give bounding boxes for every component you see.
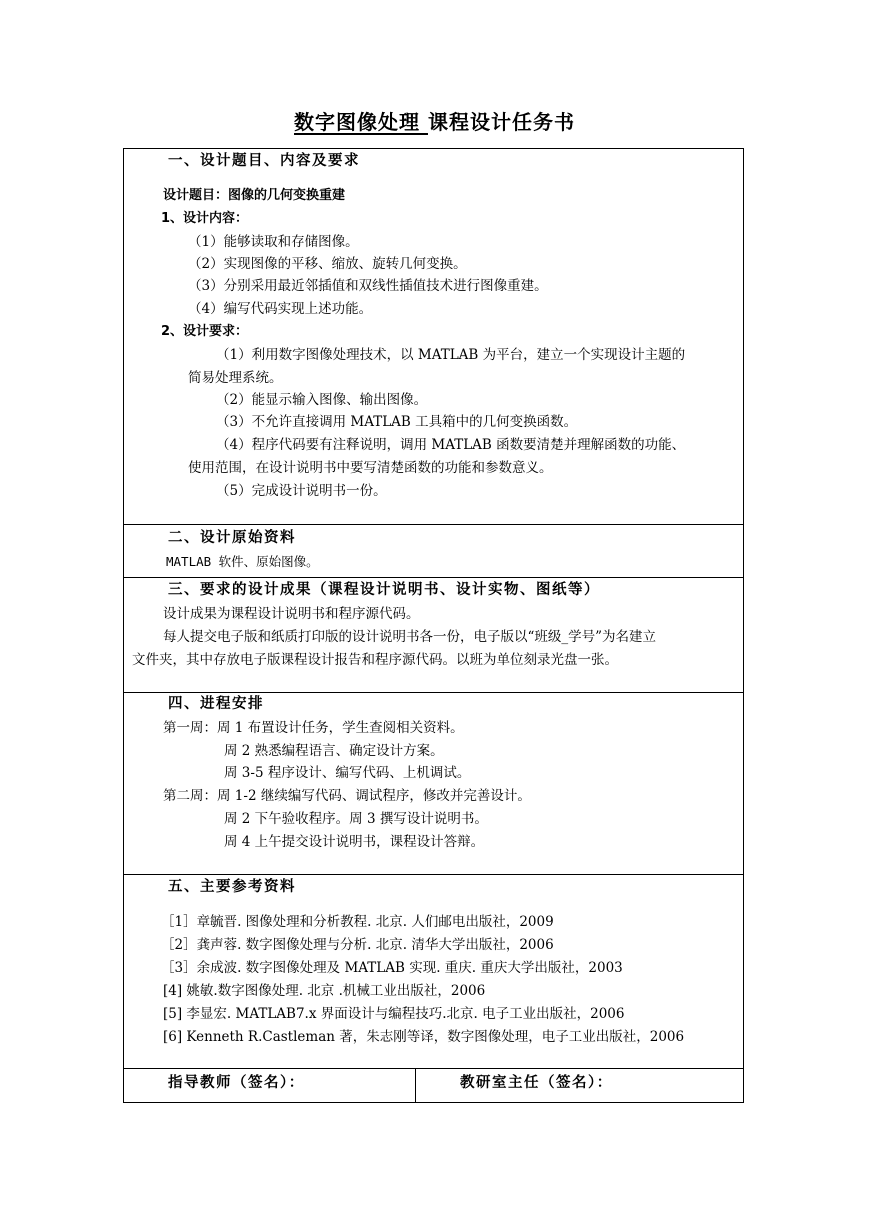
schedule-line: 周 2 下午验收程序。周 3 撰写设计说明书。	[224, 811, 488, 827]
divider-2	[124, 577, 743, 578]
design-topic: 设计题目：图像的几何变换重建	[163, 188, 346, 203]
reference-item: ［3］余成波. 数字图像处理及 MATLAB 实现. 重庆. 重庆大学出版社，2003	[161, 960, 623, 976]
schedule-line: 周 4 上午提交设计说明书，课程设计答辩。	[224, 834, 485, 850]
content-label: 1、设计内容：	[161, 211, 249, 226]
content-item: （3）分别采用最近邻插值和双线性插值技术进行图像重建。	[188, 278, 548, 294]
director-signature-label: 教研室主任（签名）：	[460, 1075, 613, 1091]
requirement-line: （5）完成设计说明书一份。	[216, 483, 387, 499]
section1-heading: 一、设计题目、内容及要求	[168, 153, 360, 169]
deliverable-line: 文件夹，其中存放电子版课程设计报告和程序源代码。以班为单位刻录光盘一张。	[132, 652, 618, 668]
deliverable-line: 每人提交电子版和纸质打印版的设计说明书各一份，电子版以“班级_学号”为名建立	[163, 629, 657, 645]
section2-heading: 二、设计原始资料	[168, 530, 296, 546]
reference-item: ［1］章毓晋. 图像处理和分析教程. 北京. 人们邮电出版社，2009	[161, 914, 554, 930]
title-rest: 课程设计任务书	[427, 110, 575, 134]
section3-heading: 三、要求的设计成果（课程设计说明书、设计实物、图纸等）	[168, 582, 600, 598]
divider-1	[124, 524, 743, 525]
section5-heading: 五、主要参考资料	[168, 879, 296, 895]
title-course-name: 数字图像处理	[294, 110, 428, 134]
requirement-line: （2）能显示输入图像、输出图像。	[216, 392, 428, 408]
schedule-line: 第二周：周 1-2 继续编写代码、调试程序，修改并完善设计。	[163, 788, 531, 804]
content-item: （2）实现图像的平移、缩放、旋转几何变换。	[188, 256, 467, 272]
requirement-line: 简易处理系统。	[188, 370, 283, 386]
requirement-line: （1）利用数字图像处理技术，以 MATLAB 为平台，建立一个实现设计主题的	[216, 347, 686, 363]
schedule-line: 第一周：周 1 布置设计任务，学生查阅相关资料。	[163, 720, 464, 736]
advisor-signature-label: 指导教师（签名）：	[168, 1075, 305, 1091]
reference-item: ［2］龚声蓉. 数字图像处理与分析. 北京. 清华大学出版社，2006	[161, 937, 554, 953]
divider-3	[124, 692, 743, 693]
content-item: （4）编写代码实现上述功能。	[188, 301, 373, 317]
deliverable-line: 设计成果为课程设计说明书和程序源代码。	[163, 606, 420, 622]
signature-divider	[415, 1068, 416, 1103]
schedule-line: 周 3-5 程序设计、编写代码、上机调试。	[224, 765, 471, 781]
divider-4	[124, 874, 743, 875]
original-materials: MATLAB 软件、原始图像。	[166, 554, 319, 569]
schedule-line: 周 2 熟悉编程语言、确定设计方案。	[224, 743, 444, 759]
task-table	[123, 148, 744, 1103]
content-item: （1）能够读取和存储图像。	[188, 234, 359, 250]
requirements-label: 2、设计要求：	[161, 324, 249, 339]
requirement-line: （3）不允许直接调用 MATLAB 工具箱中的几何变换函数。	[216, 414, 578, 430]
document-title	[0, 106, 869, 135]
divider-5	[124, 1068, 743, 1069]
reference-item: [4] 姚敏.数字图像处理. 北京 .机械工业出版社，2006	[163, 983, 486, 999]
reference-item: [5] 李显宏. MATLAB7.x 界面设计与编程技巧.北京. 电子工业出版社，2006	[163, 1006, 625, 1022]
reference-item: [6] Kenneth R.Castleman 著，朱志刚等译，数字图像处理，电子工业出版社，2006	[163, 1029, 685, 1045]
requirement-line: （4）程序代码要有注释说明，调用 MATLAB 函数要清楚并理解函数的功能、	[216, 437, 686, 453]
requirement-line: 使用范围，在设计说明书中要写清楚函数的功能和参数意义。	[188, 460, 553, 476]
section4-heading: 四、进程安排	[168, 696, 264, 712]
